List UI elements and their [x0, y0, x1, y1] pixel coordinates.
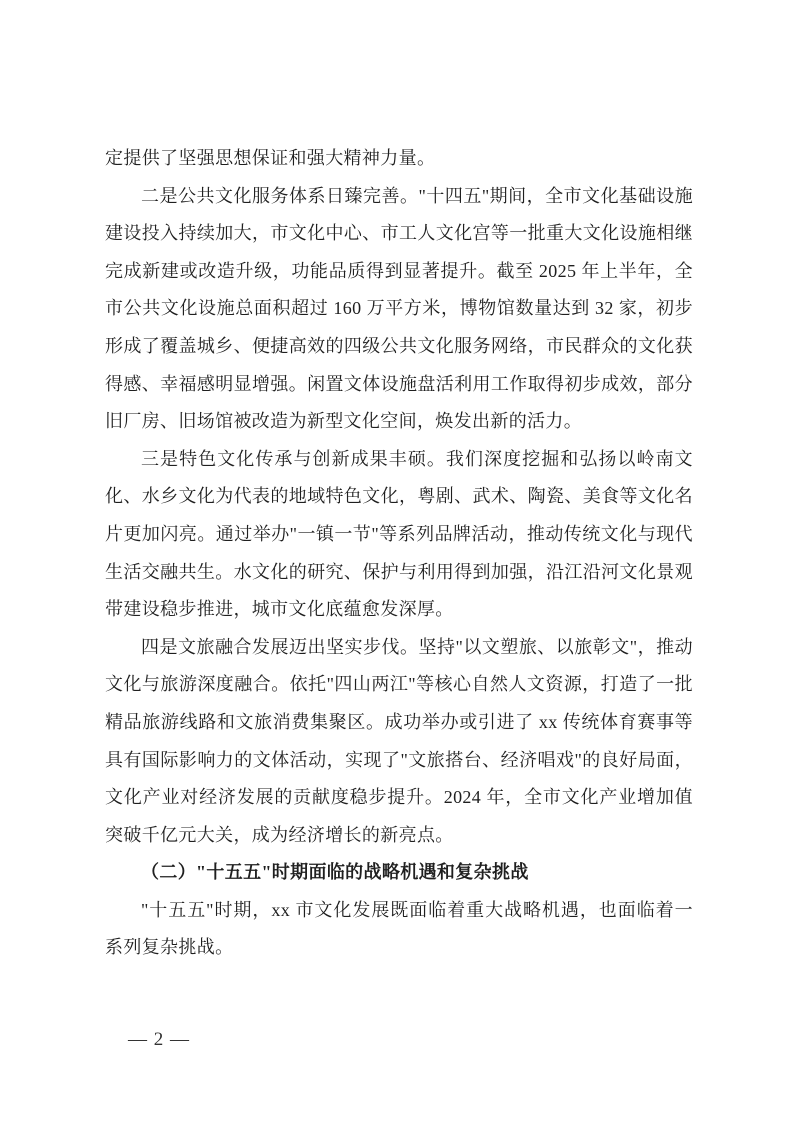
- paragraph-cultural-heritage-innovation: 三是特色文化传承与创新成果丰硕。我们深度挖掘和弘扬以岭南文化、水乡文化为代表的地域特色文化，粤剧、武术、陶瓷、美食等文化名片更加闪亮。通过举办"一镇一节"等系列品牌活动，推动传统文化与现代生活交融共生。水文化的研究、保护与利用得到加强，沿江沿河文化景观带建设稳步推进，城市文化底蕴愈发深厚。: [105, 448, 693, 620]
- section-heading: （二）"十五五"时期面临的战略机遇和复杂挑战: [141, 862, 529, 883]
- paragraph-opportunities-challenges: "十五五"时期，xx 市文化发展既面临着重大战略机遇，也面临着一系列复杂挑战。: [105, 899, 693, 958]
- paragraph-culture-tourism-integration: 四是文旅融合发展迈出坚实步伐。坚持"以文塑旅、以旅彰文"，推动文化与旅游深度融合。依托"四山两江"等核心自然人文资源，打造了一批精品旅游线路和文旅消费集聚区。成功举办或引进了 xx 传统体育赛事等具有国际影响力的文体活动，实现了"文旅搭台、经济唱戏"的良好局面，文化产业对经济发展的贡献度稳步提升。2024 年，全市文化产业增加值突破千亿元大关，成为经济增长的新亮点。: [105, 636, 693, 845]
- paragraph-public-culture-services: 二是公共文化服务体系日臻完善。"十四五"期间，全市文化基础设施建设投入持续加大，市文化中心、市工人文化宫等一批重大文化设施相继完成新建或改造升级，功能品质得到显著提升。截至 2025 年上半年，全市公共文化设施总面积超过 160 万平方米，博物馆数量达到 32 家，初步形成了覆盖城乡、便捷高效的四级公共文化服务网络，市民群众的文化获得感、幸福感明显增强。闲置文体设施盘活利用工作取得初步成效，部分旧厂房、旧场馆被改造为新型文化空间，焕发出新的活力。: [105, 185, 693, 432]
- document-body: [105, 140, 693, 967]
- page-number: — 2 —: [128, 1029, 190, 1050]
- paragraph-continuation: 定提供了坚强思想保证和强大精神力量。: [105, 148, 436, 168]
